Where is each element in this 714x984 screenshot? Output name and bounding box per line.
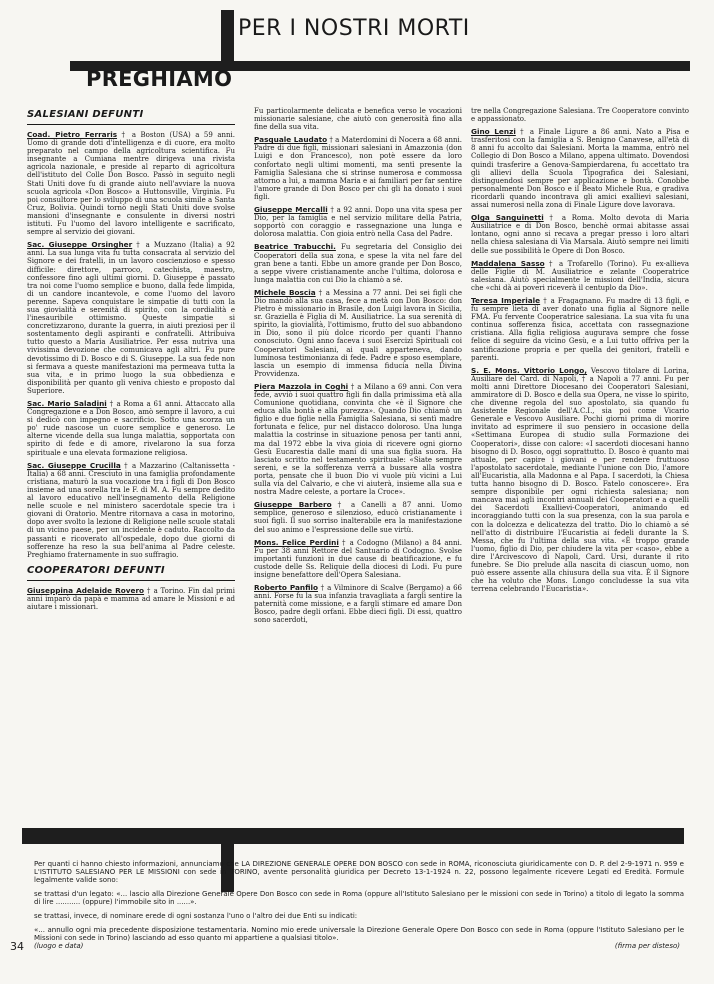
entries-list [27, 587, 235, 611]
page-number: 34 [10, 940, 24, 953]
section-rule [27, 124, 235, 125]
obituary-text: † a Materdomini di Nocera a 68 anni. Padre di due figli, missionari salesiani in Amazzonia (don Luigi e don Francesco), non potè essere da loro confortato negli ultimi momenti, ma sentì presente la Famiglia Salesiana che si strinse numerosa e commossa attorno a lui, a mamma Maria e ai familiari per far sentire l'amore grande di Don Bosco per chi gli ha donato i suoi figli. [254, 136, 462, 201]
obituary-entry [254, 289, 462, 378]
continued-text: tre nella Congregazione Salesiana. Tre Cooperatore convinto e appassionato. [471, 107, 689, 124]
obituary-text: † a Roma. Molto devota di Maria Ausiliatrice e di Don Bosco, benchè ormai abitasse assai lontano, ogni anno si recava a pregar presso i loro altari nella chiesa salesiana di Via Marsala. Aiutò sempre nei limiti delle sue possibilità le Opere di Don Bosco. [471, 214, 689, 255]
obituary-name: Mons. Felice Perdini [254, 537, 339, 547]
obituary-entry [471, 260, 689, 292]
obituary-name: Roberto Panfilo [254, 583, 319, 593]
obituary-entry [27, 241, 235, 395]
obituary-name: Giuseppina Adelaide Rovero [27, 585, 145, 595]
obituary-text: † a Fragagnano. Fu madre di 13 figli, e fu sempre lieta di aver donato una figlia al Signore nelle FMA. Fu fervente Cooperatrice salesiana. La sua vita fu una continua sofferenza fisica, accettata con rassegnazione cristiana. Alla figlia religiosa augurava sempre che fosse felice di seguire da vicino Gesù, e a Lui tutto offriva per la santificazione propria e per quella dei genitori, fratelli e parenti. [471, 296, 689, 362]
obituary-text: Vescovo titolare di Lorina, Ausiliare del Card. di Napoli, † a Napoli a 77 anni. Fu per molti anni Direttore Diocesano dei Cooperatori Salesiani, ammiratore di D. Bosco e della sua Opera, ne visse lo spirito, che divenne regola del suo apostolato, sia quando fu Assistente Regionale dell'A.C.I., sia poi come Vicario Generale e Vescovo Ausiliare. Pochi giorni prima di morire invitato ad esprimere il suo pensiero in occasione della «Settimana Europea di studio sulla Formazione dei Cooperatori», disse con calore: «I sacerdoti diocesani hanno bisogno di D. Bosco, oggi soprattutto. D. Bosco è quanto mai attuale, per capire i giovani e per rendere fruttuoso l'apostolato sacerdotale, mediante l'unione con Dio, l'amore all'Eucaristia, alla Madonna e al Papa. I sacerdoti, la Chiesa tutta hanno bisogno di D. Bosco. Fatelo conoscere». Era sempre disponibile per ogni richiesta salesiana; non mancava mai agli incontri annuali dei Cooperatori e a quelli dei Sacerdoti Exallievi-Cooperatori, animando ed incoraggiando tutti con la sua presenza, con la sua parola e con la dolcezza e delicatezza del tratto. Dio lo chiamò a sé nell'atto di distribuire l'Eucaristia ai fedeli durante la S. Messa, che fu l'ultima della sua vita. «È troppo grande l'uomo, figlio di Dio, per chiudere la vita per «caso», ebbe a dire l'Arcivescovo di Napoli, Card. Ursi, durante il rito funebre. Se Dio prelude alla nascita di ciascun uomo, non può essere assente alla chiusura della sua vita. È il Signore che ha voluto che Mons. Longo concludesse la sua vita terrena celebrando l'Eucaristia». [471, 366, 689, 594]
continued-text: Fu particolarmente delicata e benefica verso le vocazioni missionarie salesiane, che aiutò con generosità fino alla fine della sua vita. [254, 107, 462, 132]
obituary-text: † a Torino. Fin dal primi anni imparò da papà e mamma ad amare le Missioni e ad aiutare i missionari. [27, 586, 235, 611]
obituary-entry [471, 297, 689, 362]
obituary-entry [471, 367, 689, 594]
obituary-name: Michele Boscia [254, 287, 316, 297]
obituary-text: † a Messina a 77 anni. Dei sei figli che Dio mandò alla sua casa, fece a metà con Don Bosco: don Pietro è missionario in Brasile, don Luigi lavora in Sicilia, sr. Graziella è Figlia di M. Ausiliatrice. La sua serenità di spirito, la giovialità, l'ottimismo, frutto del suo abbandono in Dio, sono il più dolce ricordo per quanti l'hanno conosciuto. Ogni anno faceva i suoi Esercizi Spirituali coi Cooperatori Salesiani, ai quali apparteneva, dando luminosa testimonianza di fede. Padre e sposo esemplare, lascia un esempio di immensa fiducia nella Divina Provvidenza. [254, 288, 462, 378]
obituary-text: † a Roma a 61 anni. Attaccato alla Congregazione e a Don Bosco, amò sempre il lavoro, a cui si dedicò con impegno e sacrificio. Sotto una scorza un po' rude nascose un cuore semplice e generoso. Le alterne vicende della sua lunga malattia, sopportata con spirito di fede e di amore, rivelarono la sua forza spirituale e una elevata formazione religiosa. [27, 400, 235, 457]
obituary-name: Teresa Imperiale [471, 295, 541, 305]
obituary-name: Sac. Giuseppe Orsingher [27, 240, 133, 250]
column-3 [471, 107, 689, 839]
column-2 [254, 107, 462, 795]
obituary-name: Giuseppe Barbero [254, 500, 332, 510]
obituary-text: Fu segretaria del Consiglio dei Cooperatori della sua zona, e spese la vita nel fare del gran bene a tanti. Ebbe un amore grande per Don Bosco, a seppe vivere cristianamente anche l'ultima, dolorosa e lunga malattia con cui Dio la chiamò a sé. [254, 243, 462, 284]
entries-list [27, 131, 235, 559]
obituary-text: † a Vilminore di Scalve (Bergamo) a 66 anni. Forse fu la sua infanzia travagliata a fargli sentire la paternità come missione, e a fargli stimare ed amare Don Bosco, padre degli orfani. Ebbe dieci figli. Di essi, quattro sono sacerdoti, [254, 584, 462, 625]
entries-list [471, 128, 689, 593]
section-title-cooperatori: COOPERATORI DEFUNTI [27, 564, 165, 576]
notice-paragraph: Per quanti ci hanno chiesto informazioni, annunciamo che LA DIREZIONE GENERALE OPERE DON BOSCO con sede in ROMA, riconosciuta giuridicamente con D. P. del 2-9-1971 n. 959 e L'ISTITUTO SALESIANO PER LE MISSIONI con sede in TORINO, avente personalità giuridica per Decreto 13-1-1924 n. 22, possono legalmente ricevere Legati ed Eredità. Formule legalmente valide sono: [34, 860, 684, 884]
obituary-entry [471, 128, 689, 209]
obituary-text: † a Canelli a 87 anni. Uomo semplice, generoso e silenzioso, educò cristianamente i suoi figli. Il suo sorriso inalterabile era la manifestazione del suo animo e l'espressione delle sue virtù. [254, 501, 462, 534]
obituary-entry [254, 206, 462, 238]
obituary-name: Beatrice Trabucchi. [254, 242, 336, 252]
bottom-cross-bar [22, 828, 684, 844]
entries-list [254, 136, 462, 624]
obituary-text: † a Muzzano (Italia) a 92 anni. La sua lunga vita fu tutta consacrata al servizio del Signore e dei fratelli, in un lavoro coscienzioso e spesso difficile: direttore, parroco, catechista, maestro, confessore fino agli ultimi giorni. D. Giuseppe è passato tra noi come l'uomo semplice e buono, dalla fede limpida, di un candore incantevole, e come l'uomo del lavoro perenne. Sapeva conquistare le simpatie di tutti con la sua giovialità e serenità di spirito, con la cordialità e l'inesauribile ottimismo. Queste simpatie si concretizzarono, durante la guerra, in aiuti preziosi per il sostentamento degli aspiranti e confratelli. Attribuiva tutto questo a Maria Ausiliatrice. Per essa nutriva una vivissima devozione che comunicava agli altri. Fu pure devotissimo di D. Bosco e di S. Giuseppe. La sua fede non si fermava a queste manifestazioni ma permeava tutta la sua vita, e in primo luogo la sua obbedienza e disponibilità per quanto gli veniva chiesto e proposto dal Superiore. [27, 241, 235, 395]
section-title-salesiani: SALESIANI DEFUNTI [27, 109, 144, 120]
obituary-text: † a Boston (USA) a 59 anni. Uomo di grande doti d'intelligenza e di cuore, era molto preparato nel campo della agricoltura scientifica. Fu insegnante a Cumiana mentre dirigeva una rivista agricola nazionale, e preside al reparto di agricoltura dell'istituto del Colle Don Bosco. Passò in seguito negli Stati Uniti dove fu di grande aiuto nell'avviare la nuova scuola agricola «Don Bosco» a Huttonsville, Virginia. Fu poi consultore per lo sviluppo di una scuola simile a Santa Cruz, Bolivia. Quindi tornò negli Stati Uniti dove svolse mansioni d'insegnante e consulente in diversi nostri istituti. Fu l'uomo del lavoro intelligente e sacrificato, sempre al servizio dei giovani. [27, 131, 235, 237]
page-title-line1: PER I NOSTRI MORTI [238, 16, 470, 41]
obituary-name: Sac. Mario Saladini [27, 399, 107, 408]
obituary-entry [27, 587, 235, 611]
cross-vertical-bar [221, 10, 234, 68]
obituary-text: † a Finale Ligure a 86 anni. Nato a Pisa e trasferitosi con la famiglia a S. Benigno Canavese, all'età di 8 anni fu accolto dai Salesiani. Morta la mamma, entrò nel Collegio di Don Bosco a Milano, appena ultimato. Dovendosi quindi trasferire a Genova-Sampierdarena, fu accettato tra gli allievi della Scuola Tipografica dei Salesiani, distinguendosi sempre per applicazione e bontà. Conobbe personalmente Don Bosco e il Beato Michele Rua, e gradiva ricordarli quando incontrava gli amici exallievi salesiani, assai numerosi nella zona di Finale Ligure dove lavorava. [471, 128, 689, 210]
obituary-name: Piera Mazzola in Coghi [254, 381, 349, 391]
obituary-entry [254, 584, 462, 624]
obituary-name: Gino Lenzi [471, 127, 516, 137]
obituary-entry [27, 131, 235, 236]
obituary-name: Pasquale Laudato [254, 135, 328, 145]
obituary-entry [254, 243, 462, 283]
obituary-entry [254, 383, 462, 496]
obituary-entry [27, 462, 235, 559]
obituary-text: † a Codogno (Milano) a 84 anni. Fu per 38 anni Rettore del Santuario di Codogno. Svolse importanti funzioni in due cause di beatificazione, e fu custode delle Ss. Reliquie della diocesi di Lodi. Fu pure insigne benefattore dell'Opera Salesiana. [254, 538, 462, 579]
obituary-name: Maddalena Sasso [471, 258, 545, 268]
obituary-text: † a Milano a 69 anni. Con vera fede, avviò i suoi quattro figli fin dalla primissima età alla Comunione quotidiana, convinta che «è il Signore che educa alla bontà e alla purezza». Quando Dio chiamò un figlio e due figlie nella Famiglia Salesiana, si sentì madre fortunata e felice, pur nel distacco doloroso. Una lunga malattia la costrinse in situazione penosa per tanti anni, ma dal 1972 ebbe la viva gioia di ricevere ogni giorno Gesù Eucarestia dalle mani di una sua figlia suora. Ha lasciato scritto nel testamento spirituale: «Siate sempre sereni, e se la sofferenza verrà a bussare alla vostra porta, pensate che il buon Dio vi vuole più vicini a Lui sulla via del Calvario, e che vi aiuterà, insieme alla sua e nostra Madre celeste, a portare la Croce». [254, 382, 462, 497]
obituary-name: Coad. Pietro Ferraris [27, 130, 118, 139]
legal-notice [34, 860, 684, 948]
notice-paragraph: se trattasi, invece, di nominare erede di ogni sostanza l'uno o l'altro dei due Enti su indicati: [34, 912, 358, 920]
obituary-name: Giuseppe Mercalli [254, 205, 328, 215]
obituary-text: † a 92 anni. Dopo una vita spesa per Dio, per la famiglia e nel servizio militare della Patria, sopportò con coraggio e rassegnazione una lunga e dolorosa malattia. Con gioia entrò nella Casa del Padre. [254, 206, 462, 239]
obituary-entry [27, 400, 235, 457]
obituary-entry [471, 214, 689, 254]
column-1 [27, 107, 235, 839]
obituary-entry [254, 501, 462, 533]
notice-paragraph: «... annullo ogni mia precedente disposizione testamentaria. Nomino mio erede universale la Direzione Generale Opere Don Bosco con sede in Roma (oppure l'Istituto Salesiano per le Missioni con sede in Torino) lasciando ad esso quanto mi appartiene a qualsiasi titolo». [34, 926, 684, 942]
obituary-entry [254, 539, 462, 579]
section-rule [27, 580, 235, 581]
obituary-text: † a Trofarello (Torino). Fu ex-allieva delle Figlie di M. Ausiliatrice e zelante Cooperatrice salesiana. Aiutò specialmente le missioni dell'India, sicura che «chi dà ai poveri riceverà il centuplo da Dio». [471, 259, 689, 292]
notice-paragraph: se trattasi d'un legato: «... lascio alla Direzione Generale Opere Don Bosco con sede in Roma (oppure all'Istituto Salesiano per le missioni con sede in Torino) a titolo di legato la somma di lire ........... (oppure) l'immobile sito in ......». [34, 890, 684, 906]
obituary-text: † a Mazzarino (Caltanissetta - Italia) a 68 anni. Cresciuto in una famiglia profondamente cristiana, maturò la sua vocazione tra i figli di Don Bosco insieme ad una sorella tra le F. di M. A. Fu sempre dedito al lavoro educativo nell'insegnamento della Religione nelle scuole e nel ministero sacerdotale specie tra i giovani di Oratorio. Mentre ritornava a casa in motorino, dopo aver svolto la lezione di Religione nelle scuole statali di un vicino paese, per un incidente è caduto. Raccolto da passanti e ricoverato all'ospedale, dopo due giorni di sofferenze ha reso la sua bell'anima al Padre celeste. Preghiamo fraternamente in suo suffragio. [27, 461, 235, 559]
page-title-line2: PREGHIAMO [86, 67, 233, 91]
obituary-entry [254, 136, 462, 201]
obituary-name: Sac. Giuseppe Crucilla [27, 460, 121, 470]
obituary-name: Olga Sanguinetti [471, 213, 544, 223]
place-date-label: (luogo e data) [34, 942, 84, 950]
signature-label: (firma per disteso) [614, 942, 680, 950]
obituary-name: S. E. Mons. Vittorio Longo, [471, 365, 588, 375]
